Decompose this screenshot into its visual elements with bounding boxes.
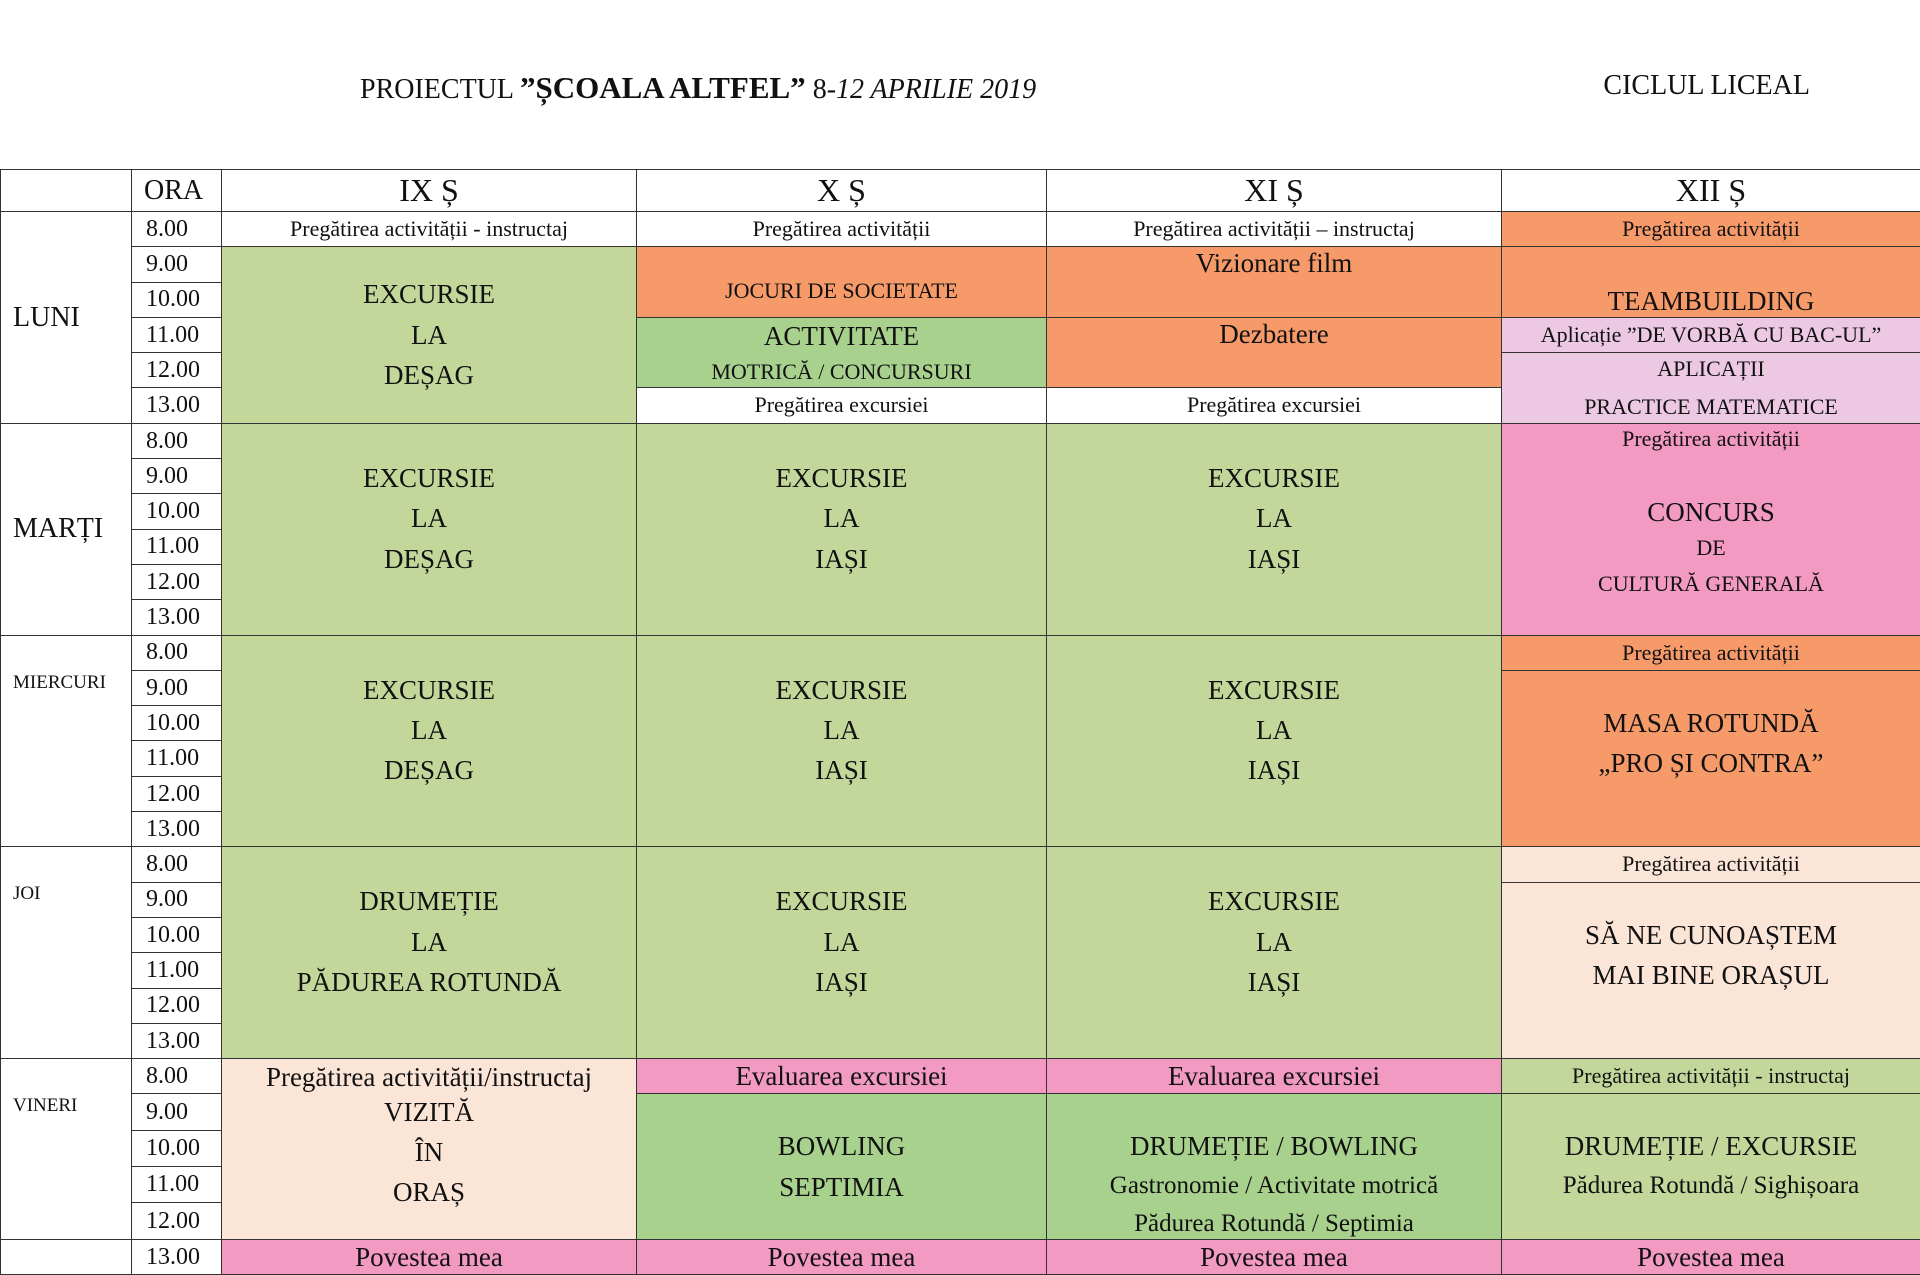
time-cell: 9.00 (132, 1094, 222, 1130)
day-luni: LUNI (1, 212, 132, 424)
activity-line: LA (222, 319, 636, 351)
activity-line: PRACTICE MATEMATICE (1502, 394, 1920, 420)
table-row (1, 847, 1920, 882)
activity-line: EXCURSIE (637, 674, 1046, 706)
day-vineri: VINERI (1, 1059, 132, 1240)
vineri-xii-prep: Pregătirea activității - instructaj (1502, 1059, 1920, 1094)
activity-line: PĂDUREA ROTUNDĂ (222, 966, 636, 998)
activity-line: Pădurea Rotundă / Septimia (1047, 1209, 1501, 1239)
activity-line: IAȘI (637, 754, 1046, 786)
luni-xi-film: Vizionare film (1047, 247, 1502, 318)
time-cell: 9.00 (132, 459, 222, 494)
miercuri-xii-masa (1502, 670, 1920, 846)
luni-xii-aplicatii (1502, 353, 1920, 424)
activity-line: EXCURSIE (222, 674, 636, 706)
time-cell: 10.00 (132, 1130, 222, 1166)
time-cell: 11.00 (132, 741, 222, 776)
vineri-xi-poveste: Povestea mea (1047, 1239, 1502, 1274)
activity-line: EXCURSIE (1047, 885, 1501, 917)
time-cell: 8.00 (132, 847, 222, 882)
activity-line: LA (637, 502, 1046, 534)
time-cell: 9.00 (132, 247, 222, 282)
marti-xii-concurs (1502, 423, 1920, 635)
vineri-x-bowling (637, 1094, 1047, 1239)
activity-line: EXCURSIE (222, 462, 636, 494)
vineri-xii-drumetie (1502, 1094, 1920, 1239)
luni-xi-dezbatere: Dezbatere (1047, 317, 1502, 388)
luni-ix-excursie (222, 247, 637, 423)
table-row (1, 247, 1920, 282)
time-cell: 12.00 (132, 776, 222, 811)
day-miercuri: MIERCURI (1, 635, 132, 847)
marti-x-excursie (637, 423, 1047, 635)
activity-line: DRUMEȚIE / BOWLING (1047, 1130, 1501, 1162)
col-header-xii: XII Ș (1502, 170, 1920, 212)
vineri-ix-vizita (222, 1059, 637, 1240)
corner-cell (1, 170, 132, 212)
header-row (1, 170, 1920, 212)
activity-line: Pregătirea activității (1502, 426, 1920, 452)
schedule-table (0, 169, 1920, 1275)
joi-x-excursie (637, 847, 1047, 1059)
luni-xi-prep-excursie: Pregătirea excursiei (1047, 388, 1502, 423)
time-cell: 9.00 (132, 670, 222, 705)
activity-line: DRUMEȚIE (222, 885, 636, 917)
vineri-xii-poveste: Povestea mea (1502, 1239, 1920, 1274)
activity-line: LA (1047, 502, 1501, 534)
time-cell: 12.00 (132, 988, 222, 1023)
table-row (1, 212, 1920, 247)
time-cell: 8.00 (132, 635, 222, 670)
activity-line: VIZITĂ (222, 1096, 636, 1128)
empty-day-cell (1, 1239, 132, 1274)
miercuri-xii-prep: Pregătirea activității (1502, 635, 1920, 670)
time-cell: 10.00 (132, 282, 222, 317)
time-cell: 12.00 (132, 353, 222, 388)
activity-line: APLICAȚII (1502, 356, 1920, 382)
activity-line: EXCURSIE (1047, 462, 1501, 494)
luni-x-prep-excursie: Pregătirea excursiei (637, 388, 1047, 423)
activity-line: LA (637, 714, 1046, 746)
col-header-x: X Ș (637, 170, 1047, 212)
table-row (1, 423, 1920, 458)
luni-x-activitate (637, 317, 1047, 388)
activity-line: EXCURSIE (222, 278, 636, 310)
activity-line: LA (637, 926, 1046, 958)
time-cell: 9.00 (132, 882, 222, 917)
table-row (1, 1059, 1920, 1094)
time-cell: 10.00 (132, 494, 222, 529)
activity-line: „PRO ȘI CONTRA” (1502, 747, 1920, 779)
day-joi: JOI (1, 847, 132, 1059)
luni-xi-prep: Pregătirea activității – instructaj (1047, 212, 1502, 247)
time-cell: 8.00 (132, 212, 222, 247)
time-cell: 11.00 (132, 953, 222, 988)
activity-line: LA (222, 502, 636, 534)
title-prefix: PROIECTUL (360, 74, 520, 105)
activity-line: EXCURSIE (637, 885, 1046, 917)
table-row (1, 635, 1920, 670)
col-header-ora: ORA (132, 170, 222, 212)
activity-line: ORAȘ (222, 1176, 636, 1208)
activity-line: DRUMEȚIE / EXCURSIE (1502, 1130, 1920, 1162)
joi-xii-prep: Pregătirea activității (1502, 847, 1920, 882)
activity-line: MASA ROTUNDĂ (1502, 707, 1920, 739)
time-cell: 11.00 (132, 1167, 222, 1203)
vineri-x-evaluare: Evaluarea excursiei (637, 1059, 1047, 1094)
time-cell: 13.00 (132, 812, 222, 847)
activity-line: SEPTIMIA (637, 1171, 1046, 1203)
time-cell: 13.00 (132, 388, 222, 423)
time-cell: 8.00 (132, 423, 222, 458)
activity-line: IAȘI (637, 966, 1046, 998)
joi-xii-oras (1502, 882, 1920, 1058)
luni-xii-prep: Pregătirea activității (1502, 212, 1920, 247)
activity-line: IAȘI (1047, 966, 1501, 998)
date-rest: 12 APRILIE 2019 (836, 74, 1036, 105)
time-cell: 11.00 (132, 529, 222, 564)
col-header-xi: XI Ș (1047, 170, 1502, 212)
time-cell: 13.00 (132, 1023, 222, 1058)
activity-line: CULTURĂ GENERALĂ (1502, 571, 1920, 597)
activity-line: JOCURI DE SOCIETATE (637, 278, 1046, 304)
vineri-xi-evaluare: Evaluarea excursiei (1047, 1059, 1502, 1094)
cycle-label: CICLUL LICEAL (1603, 70, 1810, 102)
activity-line: SĂ NE CUNOAȘTEM (1502, 919, 1920, 951)
activity-line: ACTIVITATE (637, 320, 1046, 352)
activity-line: Gastronomie / Activitate motrică (1047, 1171, 1501, 1201)
miercuri-x-excursie (637, 635, 1047, 847)
luni-x-prep: Pregătirea activității (637, 212, 1047, 247)
activity-line: BOWLING (637, 1130, 1046, 1162)
activity-line: IAȘI (1047, 754, 1501, 786)
time-cell: 12.00 (132, 1203, 222, 1239)
activity-line: DEȘAG (222, 359, 636, 391)
activity-line: EXCURSIE (637, 462, 1046, 494)
activity-line: Pădurea Rotundă / Sighișoara (1502, 1171, 1920, 1201)
project-name: ”ȘCOALA ALTFEL” (520, 70, 806, 105)
luni-ix-prep: Pregătirea activității - instructaj (222, 212, 637, 247)
time-cell: 8.00 (132, 1059, 222, 1094)
miercuri-ix-excursie (222, 635, 637, 847)
activity-line: MAI BINE ORAȘUL (1502, 959, 1920, 991)
activity-line: DEȘAG (222, 543, 636, 575)
time-cell: 11.00 (132, 317, 222, 352)
luni-xii-team: TEAMBUILDING (1502, 247, 1920, 318)
activity-line: LA (1047, 926, 1501, 958)
day-marti: MARȚI (1, 423, 132, 635)
vineri-ix-poveste: Povestea mea (222, 1239, 637, 1274)
activity-line: EXCURSIE (1047, 674, 1501, 706)
marti-xi-excursie (1047, 423, 1502, 635)
activity-line: LA (222, 714, 636, 746)
time-cell: 13.00 (132, 600, 222, 635)
luni-x-jocuri (637, 247, 1047, 318)
time-cell: 13.00 (132, 1239, 222, 1274)
miercuri-xi-excursie (1047, 635, 1502, 847)
date-start: 8- (806, 74, 836, 105)
joi-xi-excursie (1047, 847, 1502, 1059)
activity-line: LA (222, 926, 636, 958)
vineri-xi-drumetie (1047, 1094, 1502, 1239)
activity-line: LA (1047, 714, 1501, 746)
activity-line: ÎN (222, 1136, 636, 1168)
activity-line: IAȘI (637, 543, 1046, 575)
col-header-ix: IX Ș (222, 170, 637, 212)
joi-ix-drumetie (222, 847, 637, 1059)
vineri-x-poveste: Povestea mea (637, 1239, 1047, 1274)
activity-line: Pregătirea activității/instructaj (222, 1061, 636, 1093)
time-cell: 10.00 (132, 917, 222, 952)
activity-line: DE (1502, 535, 1920, 561)
luni-xii-bac: Aplicație ”DE VORBĂ CU BAC-UL” (1502, 317, 1920, 352)
activity-line: IAȘI (1047, 543, 1501, 575)
time-cell: 12.00 (132, 564, 222, 599)
table-row (1, 1239, 1920, 1274)
activity-line: MOTRICĂ / CONCURSURI (637, 359, 1046, 385)
activity-line: DEȘAG (222, 754, 636, 786)
document-title (360, 70, 1036, 106)
time-cell: 10.00 (132, 706, 222, 741)
activity-line: CONCURS (1502, 496, 1920, 528)
marti-ix-excursie (222, 423, 637, 635)
